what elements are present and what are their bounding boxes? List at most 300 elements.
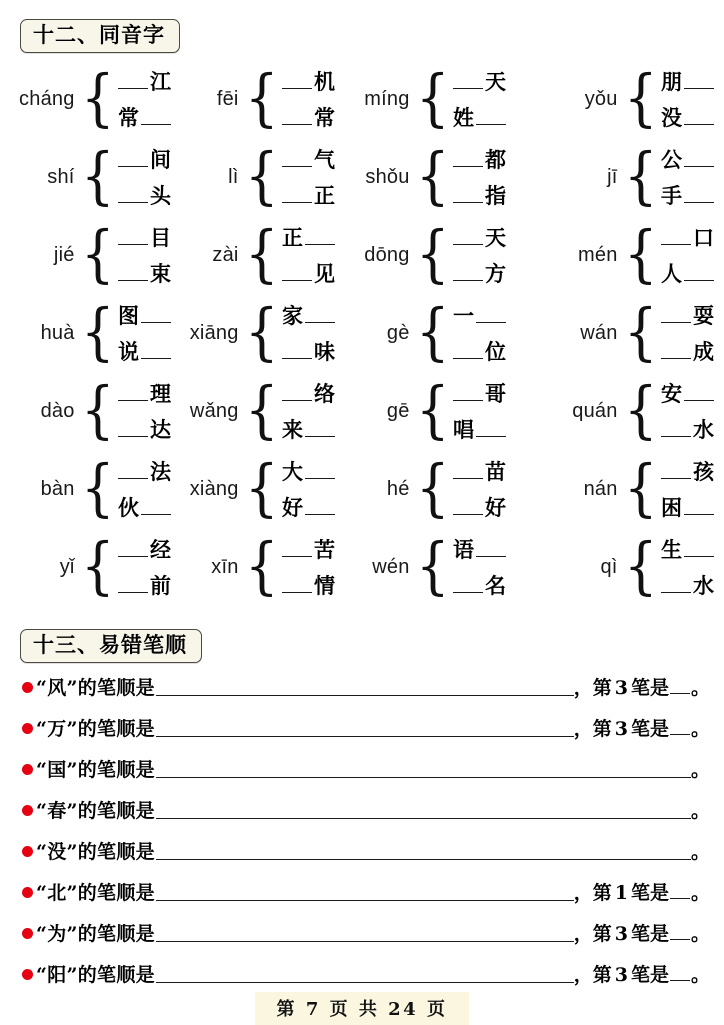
homophone-blank-row[interactable]: [282, 456, 335, 486]
answer-blank[interactable]: [661, 578, 691, 593]
answer-blank[interactable]: [453, 266, 483, 281]
homophone-pairs: [282, 378, 335, 444]
stroke-order-row: [0, 830, 724, 871]
answer-line[interactable]: [156, 842, 691, 860]
homophone-pairs: [661, 456, 714, 522]
pinyin-label: quán: [572, 399, 618, 422]
homophone-pairs: [118, 534, 171, 600]
pinyin-label: shí: [47, 165, 75, 188]
homophone-blank-row[interactable]: [282, 414, 335, 444]
homophone-blank-row[interactable]: [661, 456, 714, 486]
homophone-blank-row[interactable]: [118, 300, 171, 330]
homophone-blank-row[interactable]: [453, 492, 506, 522]
homophone-pairs: [118, 222, 171, 288]
homophone-pairs: [282, 300, 335, 366]
hanzi-char: 天: [485, 69, 506, 94]
homophone-item: yǒu { 朋 没: [516, 60, 724, 138]
homophone-item: hé { 苗 好: [386, 451, 506, 524]
hanzi-char: 姓: [453, 105, 474, 130]
hanzi-char: 成: [693, 339, 714, 364]
tail-suffix: 笔是: [630, 718, 669, 740]
homophone-blank-row[interactable]: [282, 570, 335, 600]
homophone-blank-row[interactable]: [453, 102, 506, 132]
homophone-pairs: [453, 222, 506, 288]
hanzi-char: 好: [282, 495, 303, 520]
pinyin-label: bàn: [40, 477, 75, 500]
homophone-pairs: [661, 222, 714, 288]
homophone-blank-row[interactable]: [118, 336, 171, 366]
hanzi-char: 头: [150, 183, 171, 208]
stroke-order-row: [0, 748, 724, 789]
homophone-item: quán { 安 水: [572, 373, 714, 446]
hanzi-char: 经: [150, 537, 171, 562]
homophone-pairs: [661, 378, 714, 444]
bullet-dot-icon: [22, 723, 33, 734]
answer-blank[interactable]: [453, 386, 483, 401]
stroke-answer-blank[interactable]: [670, 680, 690, 694]
answer-blank[interactable]: [684, 500, 714, 515]
homophone-blank-row[interactable]: [282, 144, 335, 174]
answer-blank[interactable]: [476, 542, 506, 557]
homophone-item: bàn { 法 伙: [40, 451, 171, 524]
pinyin-label: xiàng: [189, 477, 239, 500]
stroke-tail: [574, 960, 710, 987]
homophone-pairs: [453, 144, 506, 210]
period-mark: 。: [690, 882, 710, 904]
answer-blank[interactable]: [282, 578, 312, 593]
homophone-blank-row[interactable]: [453, 570, 506, 600]
pinyin-label: zài: [212, 243, 239, 266]
answer-blank[interactable]: [453, 464, 483, 479]
homophone-pairs: [282, 66, 335, 132]
homophone-item: cháng { 江 常: [19, 61, 171, 134]
answer-blank[interactable]: [282, 266, 312, 281]
answer-blank[interactable]: [661, 230, 691, 245]
hanzi-char: 口: [693, 225, 714, 250]
stroke-question-text: “没”的笔顺是: [36, 841, 155, 863]
answer-blank[interactable]: [282, 344, 312, 359]
pinyin-label: yǒu: [584, 87, 618, 110]
pinyin-label: huà: [40, 321, 75, 344]
hanzi-char: 孩: [693, 459, 714, 484]
homophone-pairs: [453, 378, 506, 444]
answer-blank[interactable]: [476, 308, 506, 323]
homophone-blank-row[interactable]: [118, 144, 171, 174]
tail-suffix: 笔是: [630, 882, 669, 904]
homophone-blank-row[interactable]: [282, 66, 335, 96]
homophone-item: xiāng { 家 味: [189, 295, 335, 368]
stroke-tail: [691, 837, 710, 864]
answer-blank[interactable]: [282, 110, 312, 125]
homophone-blank-row[interactable]: [118, 534, 171, 564]
answer-blank[interactable]: [282, 74, 312, 89]
period-mark: 。: [690, 677, 710, 699]
homophone-pairs: [661, 534, 714, 600]
period-mark: 。: [690, 923, 710, 945]
hanzi-char: 好: [485, 495, 506, 520]
period-mark: 。: [690, 964, 710, 986]
homophone-item: qì { 生 水: [600, 529, 714, 602]
homophone-blank-row[interactable]: [661, 258, 714, 288]
homophone-pairs: [282, 456, 335, 522]
homophone-blank-row[interactable]: [118, 570, 171, 600]
stroke-tail: [574, 919, 710, 946]
pinyin-label: shǒu: [365, 165, 410, 188]
homophone-pairs: [282, 144, 335, 210]
answer-blank[interactable]: [118, 74, 148, 89]
hanzi-char: 江: [150, 69, 171, 94]
homophone-blank-row[interactable]: [661, 300, 714, 330]
pinyin-label: dōng: [364, 243, 410, 266]
homophone-blank-row[interactable]: [661, 66, 714, 96]
homophone-item: dào { 理 达: [40, 373, 171, 446]
homophone-item: wén { 语 名: [372, 529, 506, 602]
homophone-blank-row[interactable]: [118, 492, 171, 522]
pinyin-label: gè: [386, 321, 410, 344]
answer-blank[interactable]: [118, 386, 148, 401]
homophone-blank-row[interactable]: [118, 378, 171, 408]
answer-blank[interactable]: [118, 188, 148, 203]
pinyin-label: dào: [40, 399, 75, 422]
homophone-item: gē { 哥 唱: [386, 373, 506, 446]
pinyin-label: mén: [578, 243, 618, 266]
hanzi-char: 来: [282, 417, 303, 442]
homophone-item: mén { 口 人: [578, 217, 714, 290]
answer-blank[interactable]: [282, 386, 312, 401]
homophone-blank-row[interactable]: [282, 534, 335, 564]
period-mark: 。: [690, 800, 710, 822]
hanzi-char: 人: [661, 261, 682, 286]
hanzi-char: 水: [693, 417, 714, 442]
homophone-pairs: [282, 534, 335, 600]
answer-blank[interactable]: [305, 308, 335, 323]
hanzi-char: 没: [661, 105, 682, 130]
bullet-dot-icon: [22, 846, 33, 857]
homophone-item: wǎng { 络 来: [189, 373, 335, 446]
hanzi-char: 味: [314, 339, 335, 364]
hanzi-char: 一: [453, 303, 474, 328]
stroke-tail: [574, 878, 710, 905]
homophone-item: jī { 公 手: [516, 138, 724, 216]
answer-blank[interactable]: [118, 230, 148, 245]
homophone-blank-row[interactable]: [282, 300, 335, 330]
answer-blank[interactable]: [141, 110, 171, 125]
homophone-pairs: [118, 300, 171, 366]
homophone-blank-row[interactable]: [453, 534, 506, 564]
answer-blank[interactable]: [476, 110, 506, 125]
homophone-blank-row[interactable]: [661, 336, 714, 366]
answer-blank[interactable]: [453, 500, 483, 515]
answer-blank[interactable]: [118, 464, 148, 479]
answer-blank[interactable]: [118, 578, 148, 593]
bullet-dot-icon: [22, 682, 33, 693]
answer-blank[interactable]: [684, 152, 714, 167]
answer-blank[interactable]: [684, 386, 714, 401]
pinyin-label: lì: [228, 165, 239, 188]
homophone-blank-row[interactable]: [661, 222, 714, 252]
answer-blank[interactable]: [282, 188, 312, 203]
answer-line[interactable]: [156, 719, 574, 737]
hanzi-char: 公: [661, 147, 682, 172]
homophone-item: huà { 图 说: [0, 294, 181, 372]
pinyin-label: wán: [580, 321, 618, 344]
answer-blank[interactable]: [118, 266, 148, 281]
answer-line[interactable]: [156, 801, 691, 819]
homophone-item: fēi { 机 常: [216, 61, 335, 134]
hanzi-char: 间: [150, 147, 171, 172]
hanzi-char: 苗: [485, 459, 506, 484]
pinyin-label: míng: [364, 87, 410, 110]
homophone-blank-row[interactable]: [453, 378, 506, 408]
stroke-order-row: [0, 912, 724, 953]
homophone-blank-row[interactable]: [661, 180, 714, 210]
section-heading-stroke-order: 十三、易错笔顺: [20, 629, 202, 663]
homophone-blank-row[interactable]: [453, 180, 506, 210]
stroke-answer-blank[interactable]: [670, 967, 690, 981]
homophone-item: wán { 耍 成: [580, 295, 714, 368]
stroke-question-text: “风”的笔顺是: [36, 677, 155, 699]
answer-blank[interactable]: [141, 344, 171, 359]
stroke-number: 1: [614, 882, 628, 904]
answer-blank[interactable]: [118, 422, 148, 437]
answer-blank[interactable]: [476, 422, 506, 437]
homophone-blank-row[interactable]: [453, 66, 506, 96]
answer-line[interactable]: [156, 883, 574, 901]
pinyin-label: fēi: [216, 87, 239, 110]
homophone-blank-row[interactable]: [661, 570, 714, 600]
answer-blank[interactable]: [661, 464, 691, 479]
answer-blank[interactable]: [141, 500, 171, 515]
homophone-blank-row[interactable]: [118, 180, 171, 210]
hanzi-char: 水: [693, 573, 714, 598]
homophone-item: shí { 间 头: [47, 139, 171, 212]
answer-line[interactable]: [156, 678, 574, 696]
period-mark: 。: [690, 718, 710, 740]
pinyin-label: xīn: [211, 555, 239, 578]
hanzi-char: 情: [314, 573, 335, 598]
period-mark: 。: [690, 841, 710, 863]
bullet-dot-icon: [22, 928, 33, 939]
stroke-order-list: [0, 666, 724, 994]
homophone-pairs: [453, 66, 506, 132]
homophone-blank-row[interactable]: [661, 378, 714, 408]
tail-prefix: ，第: [573, 718, 612, 740]
homophone-item: xīn { 苦 情: [211, 529, 335, 602]
answer-blank[interactable]: [684, 266, 714, 281]
answer-blank[interactable]: [453, 344, 483, 359]
homophone-blank-row[interactable]: [453, 336, 506, 366]
homophone-blank-row[interactable]: [453, 222, 506, 252]
hanzi-char: 唱: [453, 417, 474, 442]
homophone-item: míng { 天 姓: [364, 61, 506, 134]
hanzi-char: 正: [282, 225, 303, 250]
tail-suffix: 笔是: [630, 677, 669, 699]
answer-line[interactable]: [156, 965, 574, 983]
answer-blank[interactable]: [453, 74, 483, 89]
homophone-blank-row[interactable]: [118, 66, 171, 96]
stroke-answer-blank[interactable]: [670, 885, 690, 899]
bullet-dot-icon: [22, 805, 33, 816]
stroke-tail: [574, 673, 710, 700]
hanzi-char: 家: [282, 303, 303, 328]
answer-blank[interactable]: [453, 188, 483, 203]
homophone-blank-row[interactable]: [661, 102, 714, 132]
hanzi-char: 哥: [485, 381, 506, 406]
answer-blank[interactable]: [282, 542, 312, 557]
tail-prefix: ，第: [573, 677, 612, 699]
answer-blank[interactable]: [282, 152, 312, 167]
answer-blank[interactable]: [305, 464, 335, 479]
homophone-pairs: [453, 534, 506, 600]
hanzi-char: 理: [150, 381, 171, 406]
homophone-blank-row[interactable]: [282, 102, 335, 132]
tail-suffix: 笔是: [630, 964, 669, 986]
homophone-pairs: [661, 144, 714, 210]
homophone-pairs: [118, 456, 171, 522]
hanzi-char: 耍: [693, 303, 714, 328]
stroke-order-row: [0, 953, 724, 994]
stroke-answer-blank[interactable]: [670, 721, 690, 735]
homophone-grid: [0, 60, 724, 606]
answer-blank[interactable]: [305, 500, 335, 515]
homophone-blank-row[interactable]: [453, 258, 506, 288]
hanzi-char: 机: [314, 69, 335, 94]
answer-blank[interactable]: [684, 74, 714, 89]
hanzi-char: 安: [661, 381, 682, 406]
hanzi-char: 常: [118, 105, 139, 130]
hanzi-char: 说: [118, 339, 139, 364]
answer-blank[interactable]: [661, 308, 691, 323]
homophone-item: xiàng { 大 好: [181, 450, 345, 528]
answer-blank[interactable]: [453, 578, 483, 593]
homophone-item: lì { 气 正: [228, 139, 335, 212]
hanzi-char: 位: [485, 339, 506, 364]
homophone-blank-row[interactable]: [118, 414, 171, 444]
stroke-number: 3: [614, 923, 628, 945]
answer-line[interactable]: [156, 760, 691, 778]
pinyin-label: yǐ: [59, 555, 75, 578]
homophone-pairs: [118, 378, 171, 444]
bullet-dot-icon: [22, 969, 33, 980]
hanzi-char: 大: [282, 459, 303, 484]
answer-blank[interactable]: [453, 230, 483, 245]
answer-blank[interactable]: [118, 542, 148, 557]
stroke-question-text: “阳”的笔顺是: [36, 964, 155, 986]
stroke-question-text: “为”的笔顺是: [36, 923, 155, 945]
answer-blank[interactable]: [453, 152, 483, 167]
answer-blank[interactable]: [684, 542, 714, 557]
homophone-blank-row[interactable]: [453, 300, 506, 330]
pinyin-label: jié: [53, 243, 75, 266]
pinyin-label: wǎng: [189, 399, 239, 422]
homophone-blank-row[interactable]: [661, 414, 714, 444]
homophone-pairs: [118, 144, 171, 210]
hanzi-char: 朋: [661, 69, 682, 94]
hanzi-char: 方: [485, 261, 506, 286]
hanzi-char: 见: [314, 261, 335, 286]
answer-blank[interactable]: [684, 188, 714, 203]
stroke-answer-blank[interactable]: [670, 926, 690, 940]
hanzi-char: 天: [485, 225, 506, 250]
answer-line[interactable]: [156, 924, 574, 942]
answer-blank[interactable]: [141, 308, 171, 323]
homophone-item: dōng { 天 方: [364, 217, 506, 290]
hanzi-char: 达: [150, 417, 171, 442]
homophone-pairs: [661, 66, 714, 132]
hanzi-char: 困: [661, 495, 682, 520]
tail-suffix: 笔是: [630, 923, 669, 945]
hanzi-char: 法: [150, 459, 171, 484]
homophone-blank-row[interactable]: [118, 456, 171, 486]
homophone-item: yǐ { 经 前: [59, 529, 171, 602]
homophone-blank-row[interactable]: [282, 258, 335, 288]
pinyin-label: nán: [583, 477, 618, 500]
homophone-blank-row[interactable]: [453, 456, 506, 486]
answer-blank[interactable]: [661, 344, 691, 359]
pinyin-label: hé: [386, 477, 410, 500]
homophone-blank-row[interactable]: [282, 222, 335, 252]
homophone-blank-row[interactable]: [282, 492, 335, 522]
stroke-question-text: “万”的笔顺是: [36, 718, 155, 740]
answer-blank[interactable]: [305, 230, 335, 245]
homophone-item: nán { 孩 困: [583, 451, 714, 524]
stroke-question-text: “国”的笔顺是: [36, 759, 155, 781]
homophone-pairs: [118, 66, 171, 132]
stroke-question-text: “北”的笔顺是: [36, 882, 155, 904]
stroke-tail: [691, 796, 710, 823]
section-heading-homophone: 十二、同音字: [20, 19, 180, 53]
bullet-dot-icon: [22, 887, 33, 898]
homophone-blank-row[interactable]: [661, 534, 714, 564]
hanzi-char: 正: [314, 183, 335, 208]
hanzi-char: 图: [118, 303, 139, 328]
pinyin-label: qì: [600, 555, 618, 578]
hanzi-char: 名: [485, 573, 506, 598]
homophone-blank-row[interactable]: [661, 144, 714, 174]
page-footer: [0, 992, 724, 1025]
answer-blank[interactable]: [661, 422, 691, 437]
homophone-blank-row[interactable]: [118, 102, 171, 132]
period-mark: 。: [690, 759, 710, 781]
homophone-blank-row[interactable]: [661, 492, 714, 522]
homophone-blank-row[interactable]: [282, 336, 335, 366]
hanzi-char: 生: [661, 537, 682, 562]
tail-prefix: ，第: [573, 964, 612, 986]
footer-page-number: 第 7 页 共 24 页: [255, 992, 470, 1025]
stroke-number: 3: [614, 718, 628, 740]
hanzi-char: 目: [150, 225, 171, 250]
answer-blank[interactable]: [305, 422, 335, 437]
stroke-order-row: [0, 666, 724, 707]
homophone-item: shǒu { 都 指: [365, 139, 506, 212]
stroke-question-text: “春”的笔顺是: [36, 800, 155, 822]
hanzi-char: 指: [485, 183, 506, 208]
stroke-tail: [691, 755, 710, 782]
homophone-item: jié { 目 束: [53, 217, 171, 290]
answer-blank[interactable]: [118, 152, 148, 167]
homophone-item: gè { 一 位: [386, 295, 506, 368]
homophone-blank-row[interactable]: [118, 222, 171, 252]
hanzi-char: 络: [314, 381, 335, 406]
homophone-blank-row[interactable]: [118, 258, 171, 288]
hanzi-char: 前: [150, 573, 171, 598]
homophone-blank-row[interactable]: [453, 414, 506, 444]
answer-blank[interactable]: [684, 110, 714, 125]
homophone-blank-row[interactable]: [453, 144, 506, 174]
pinyin-label: gē: [386, 399, 410, 422]
homophone-blank-row[interactable]: [282, 378, 335, 408]
homophone-blank-row[interactable]: [282, 180, 335, 210]
